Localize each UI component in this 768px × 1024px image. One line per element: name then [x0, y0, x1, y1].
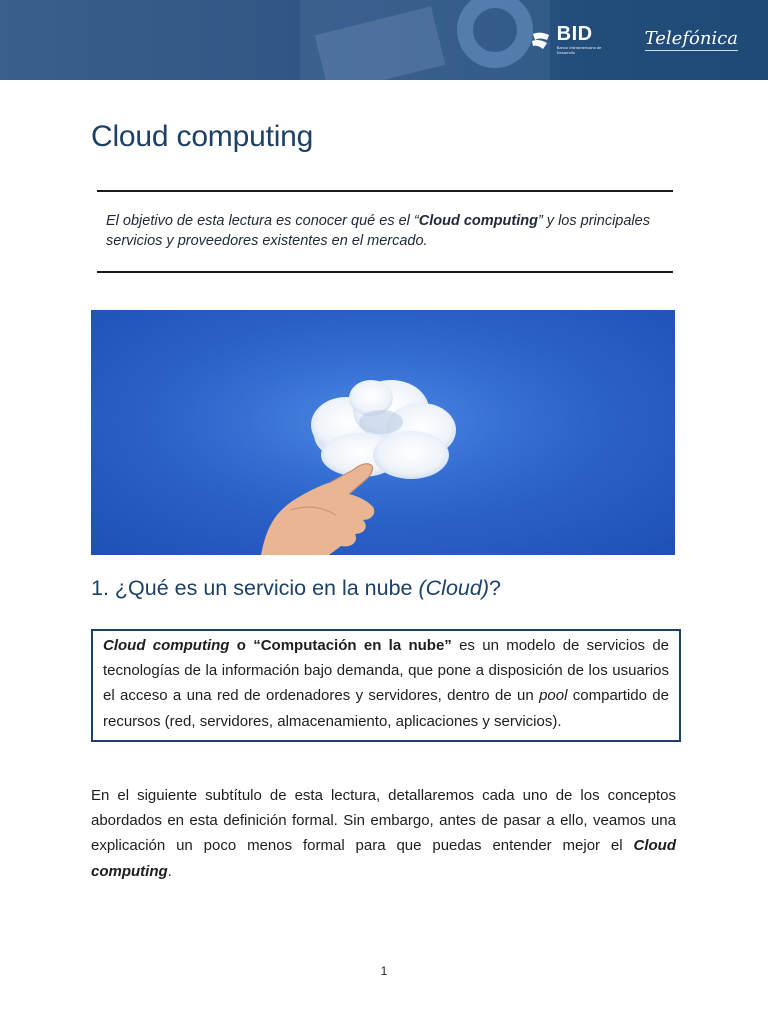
bid-emblem-icon [529, 28, 553, 52]
definition-term-quote: “Computación en la nube” [253, 637, 452, 654]
bid-logo-text: BID [556, 23, 593, 45]
objective-prefix: El objetivo de esta lectura es conocer qué es el “ [106, 213, 419, 229]
definition-connector: o [229, 637, 254, 654]
definition-text-a: es un modelo de servicios de tecnologías de la información bajo demanda, que pone a disposición de los usuarios el acceso a una red de ordenadores y servidores, dentro de un [103, 637, 670, 705]
header-banner [0, 0, 768, 80]
bid-logo-subtext: Banco Interamericano de Desarrollo [556, 45, 602, 55]
objective-suffix: ” y los principales servicios y proveedores existentes en el mercado. [106, 213, 650, 249]
section-heading-end: ? [488, 576, 501, 600]
definition-box [91, 629, 681, 742]
page-title: Cloud computing [91, 120, 314, 153]
page-number: 1 [380, 964, 388, 978]
telefonica-logo: Telefónica [644, 28, 738, 49]
objective-text [106, 211, 666, 251]
section-heading-main: ¿Qué es un servicio en la nube [114, 576, 419, 600]
body-paragraph [91, 783, 676, 884]
objective-strong: Cloud computing [418, 213, 538, 229]
section-heading-italic: (Cloud) [418, 576, 489, 600]
bid-logo [529, 24, 605, 55]
definition-pool: pool [539, 687, 568, 705]
hero-image [91, 310, 675, 555]
section-number: 1. [91, 576, 109, 600]
hand-pointing-at-cloud-icon [91, 310, 675, 555]
section-heading [91, 576, 501, 601]
divider-top [97, 190, 673, 192]
paragraph-text: En el siguiente subtítulo de esta lectura, detallaremos cada uno de los conceptos abordados en esta definición formal. Sin embargo, antes de pasar a ello, veamos una explicación un poco menos formal para que puedas entender mejor el [91, 787, 676, 855]
definition-text-b: compartido de recursos (red, servidores, almacenamiento, aplicaciones y servicios). [103, 687, 669, 730]
definition-term: Cloud computing [103, 637, 230, 654]
paragraph-end: . [167, 862, 172, 880]
divider-bottom [97, 271, 673, 273]
paragraph-strong: Cloud computing [91, 837, 676, 880]
